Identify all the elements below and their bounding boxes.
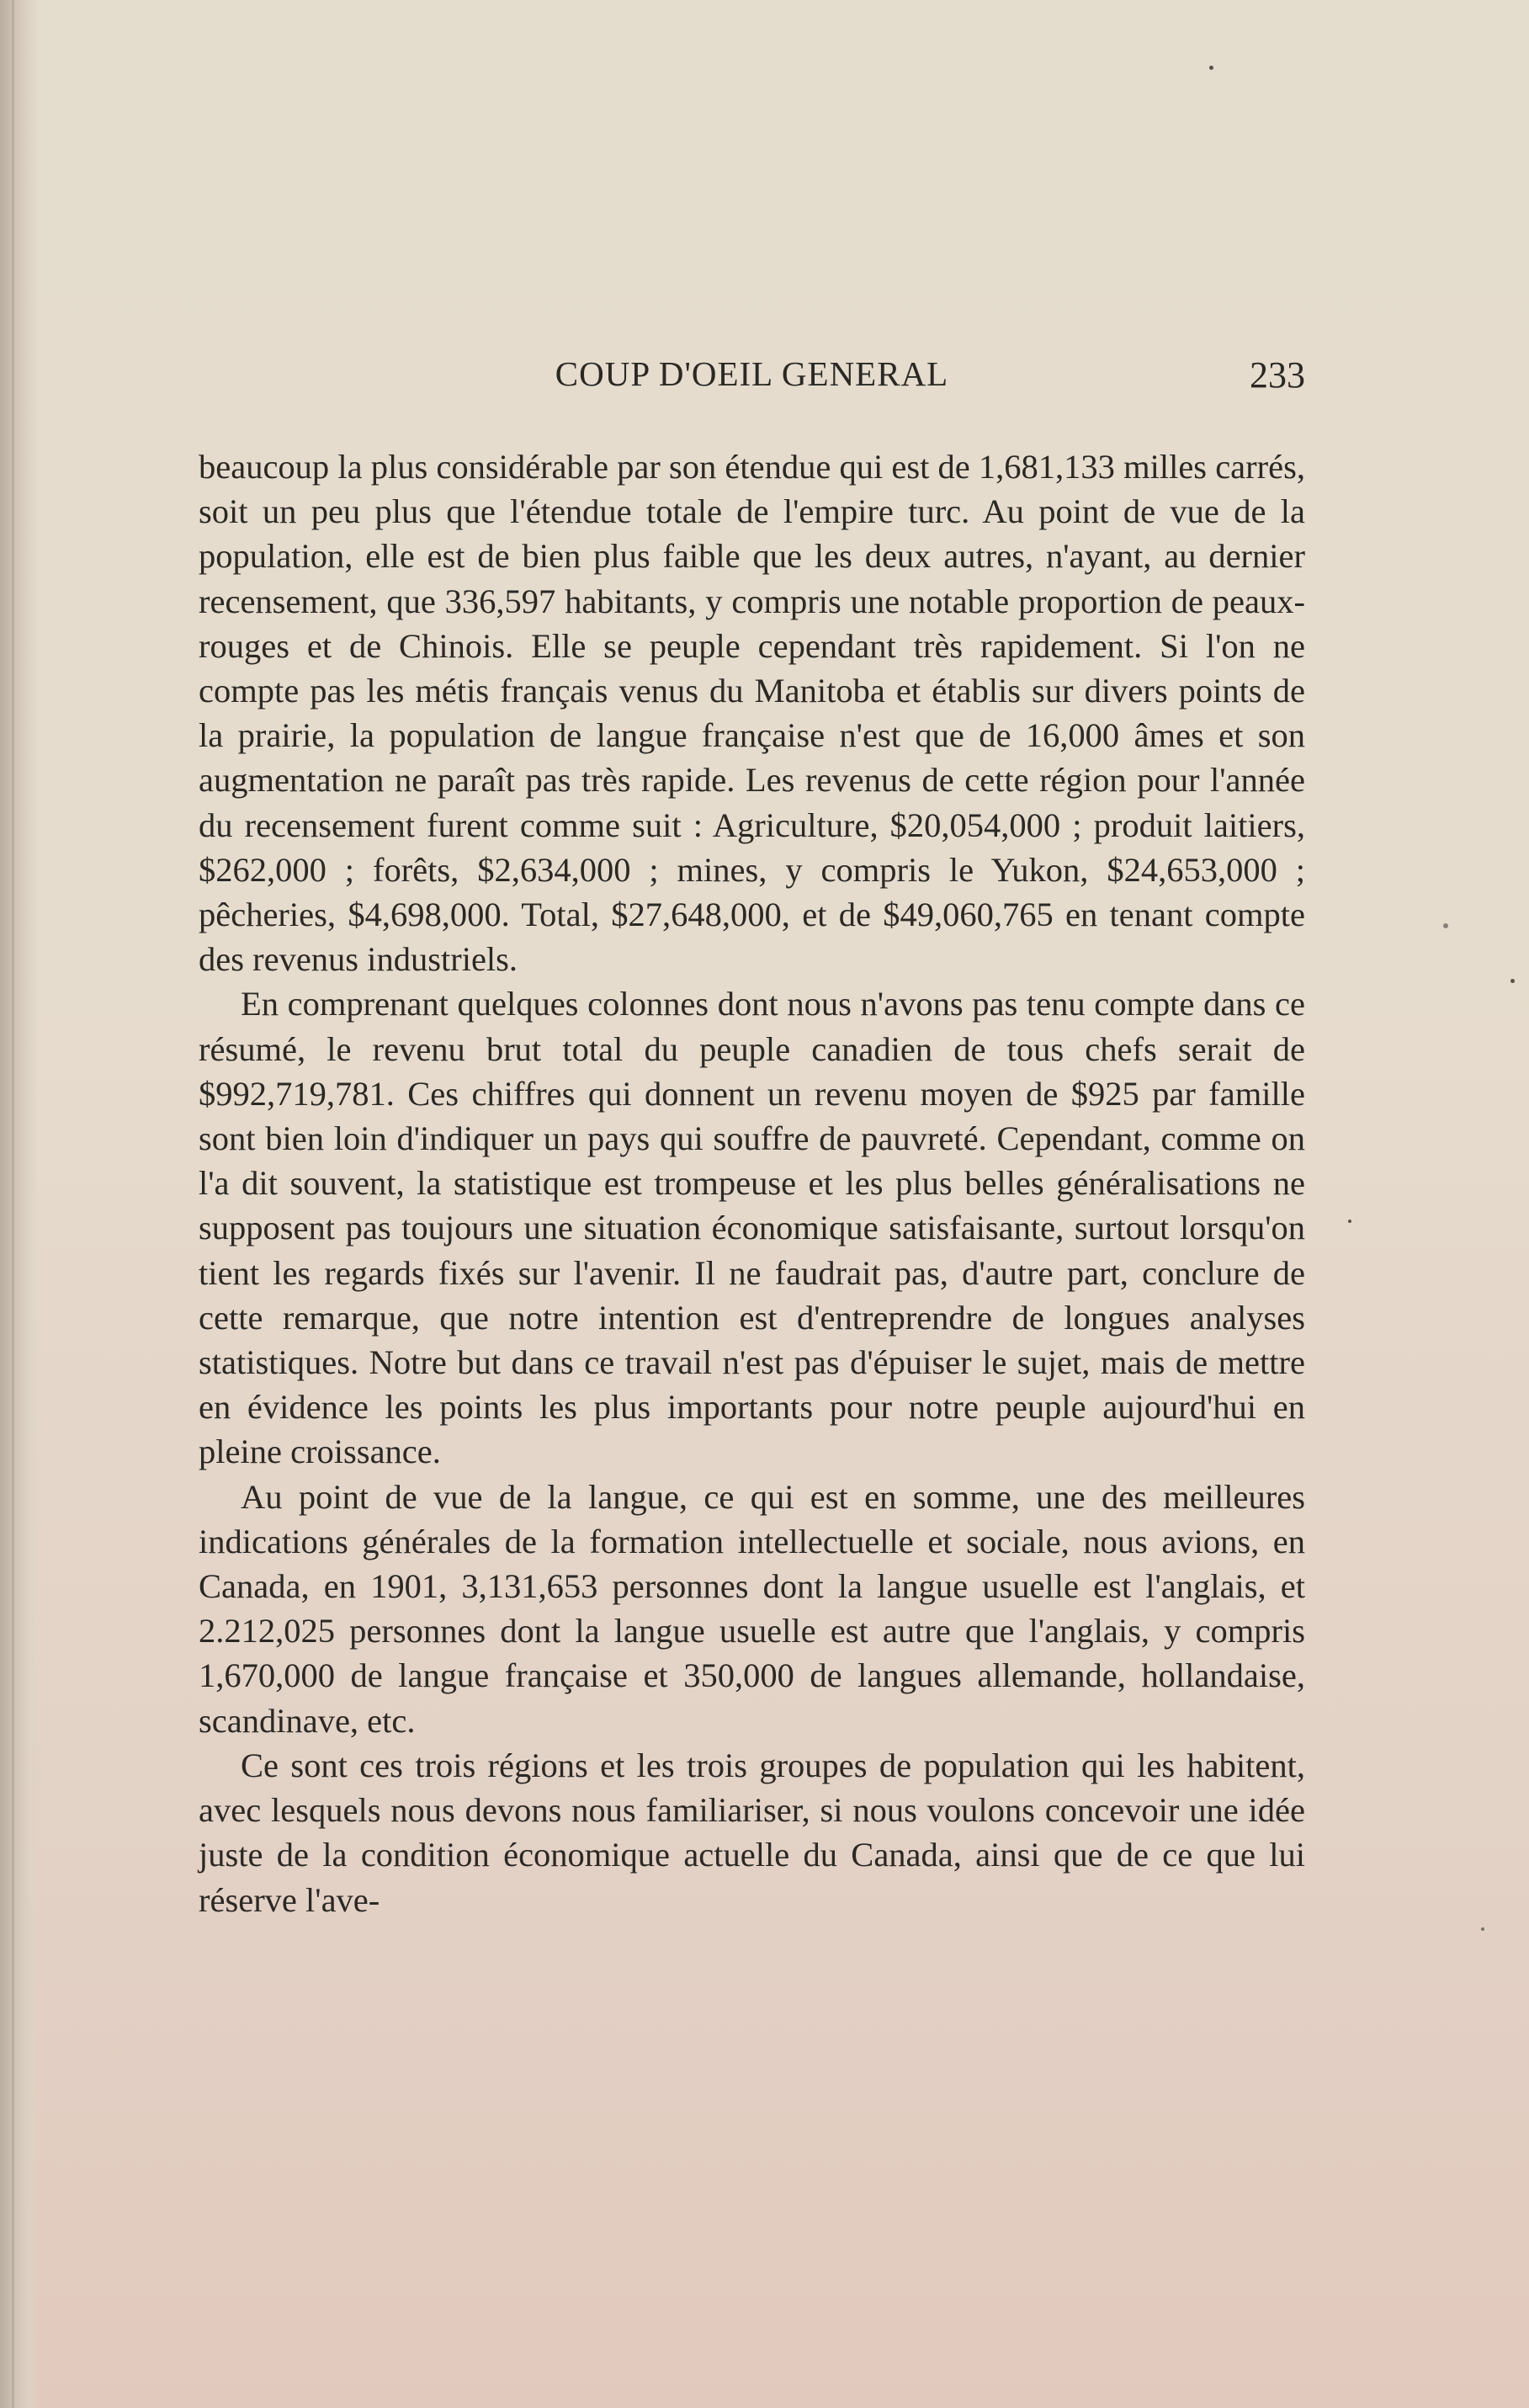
- paper-speck: [1209, 66, 1213, 70]
- running-title: COUP D'OEIL GENERAL: [555, 354, 949, 393]
- paragraph-language: Au point de vue de la langue, ce qui est en somme, une des meilleures indications générales de la formation intellectuelle et sociale, nous avions, en Canada, en 1901, 3,131,653 personnes dont la langue usuelle est l'anglais, et 2.212,025 personnes dont la langue usuelle est autre que l'anglais, y compris 1,670,000 de langue française et 350,000 de langues allemande, hollandaise, scandinave, etc.: [199, 1477, 1305, 1740]
- paper-speck: [1510, 979, 1515, 983]
- paragraph-revenue: En comprenant quelques colonnes dont nous n'avons pas tenu compte dans ce résumé, le revenu brut total du peuple canadien de tous chefs serait de $992,719,781. Ces chiffres qui donnent un revenu moyen de $925 par famille sont bien loin d'indiquer un pays qui souffre de pauvreté. Cependant, comme on l'a dit souvent, la statistique est trompeuse et les plus belles généralisations ne supposent pas toujours une situation économique satisfaisante, surtout lorsqu'on tient les regards fixés sur l'avenir. Il ne faudrait pas, d'autre part, conclure de cette remarque, que notre intention est d'entreprendre de longues analyses statistiques. Notre but dans ce travail n'est pas d'épuiser le sujet, mais de mettre en évidence les points les plus importants pour notre peuple aujourd'hui en pleine croissance.: [199, 985, 1305, 1471]
- paper-speck: [1348, 1220, 1351, 1223]
- book-page: [199, 345, 1305, 1922]
- paper-speck: [1481, 1927, 1484, 1931]
- running-header: [199, 345, 1305, 396]
- page-binding-edge: [12, 0, 14, 2408]
- paragraph-regions: Ce sont ces trois régions et les trois groupes de population qui les habitent, avec lesquels nous devons nous familiariser, si nous voulons concevoir une idée juste de la condition économique actuelle du Canada, ainsi que de ce que lui réserve l'ave-: [199, 1746, 1305, 1919]
- page-number: 233: [1250, 354, 1305, 396]
- page-binding-shadow: [0, 0, 39, 2408]
- paper-speck: [1443, 923, 1448, 928]
- paragraph-continuation: beaucoup la plus considérable par son étendue qui est de 1,681,133 milles carrés, soit un peu plus que l'étendue totale de l'empire turc. Au point de vue de la population, elle est de bien plus faible que les deux autres, n'ayant, au dernier recensement, que 336,597 habitants, y compris une notable proportion de peaux-rouges et de Chinois. Elle se peuple cependant très rapidement. Si l'on ne compte pas les métis français venus du Manitoba et établis sur divers points de la prairie, la population de langue française n'est que de 16,000 âmes et son augmentation ne paraît pas très rapide. Les revenus de cette région pour l'année du recensement furent comme suit : Agriculture, $20,054,000 ; produit laitiers, $262,000 ; forêts, $2,634,000 ; mines, y compris le Yukon, $24,653,000 ; pêcheries, $4,698,000. Total, $27,648,000, et de $49,060,765 en tenant compte des revenus industriels.: [199, 448, 1305, 979]
- body-text: [199, 444, 1305, 1922]
